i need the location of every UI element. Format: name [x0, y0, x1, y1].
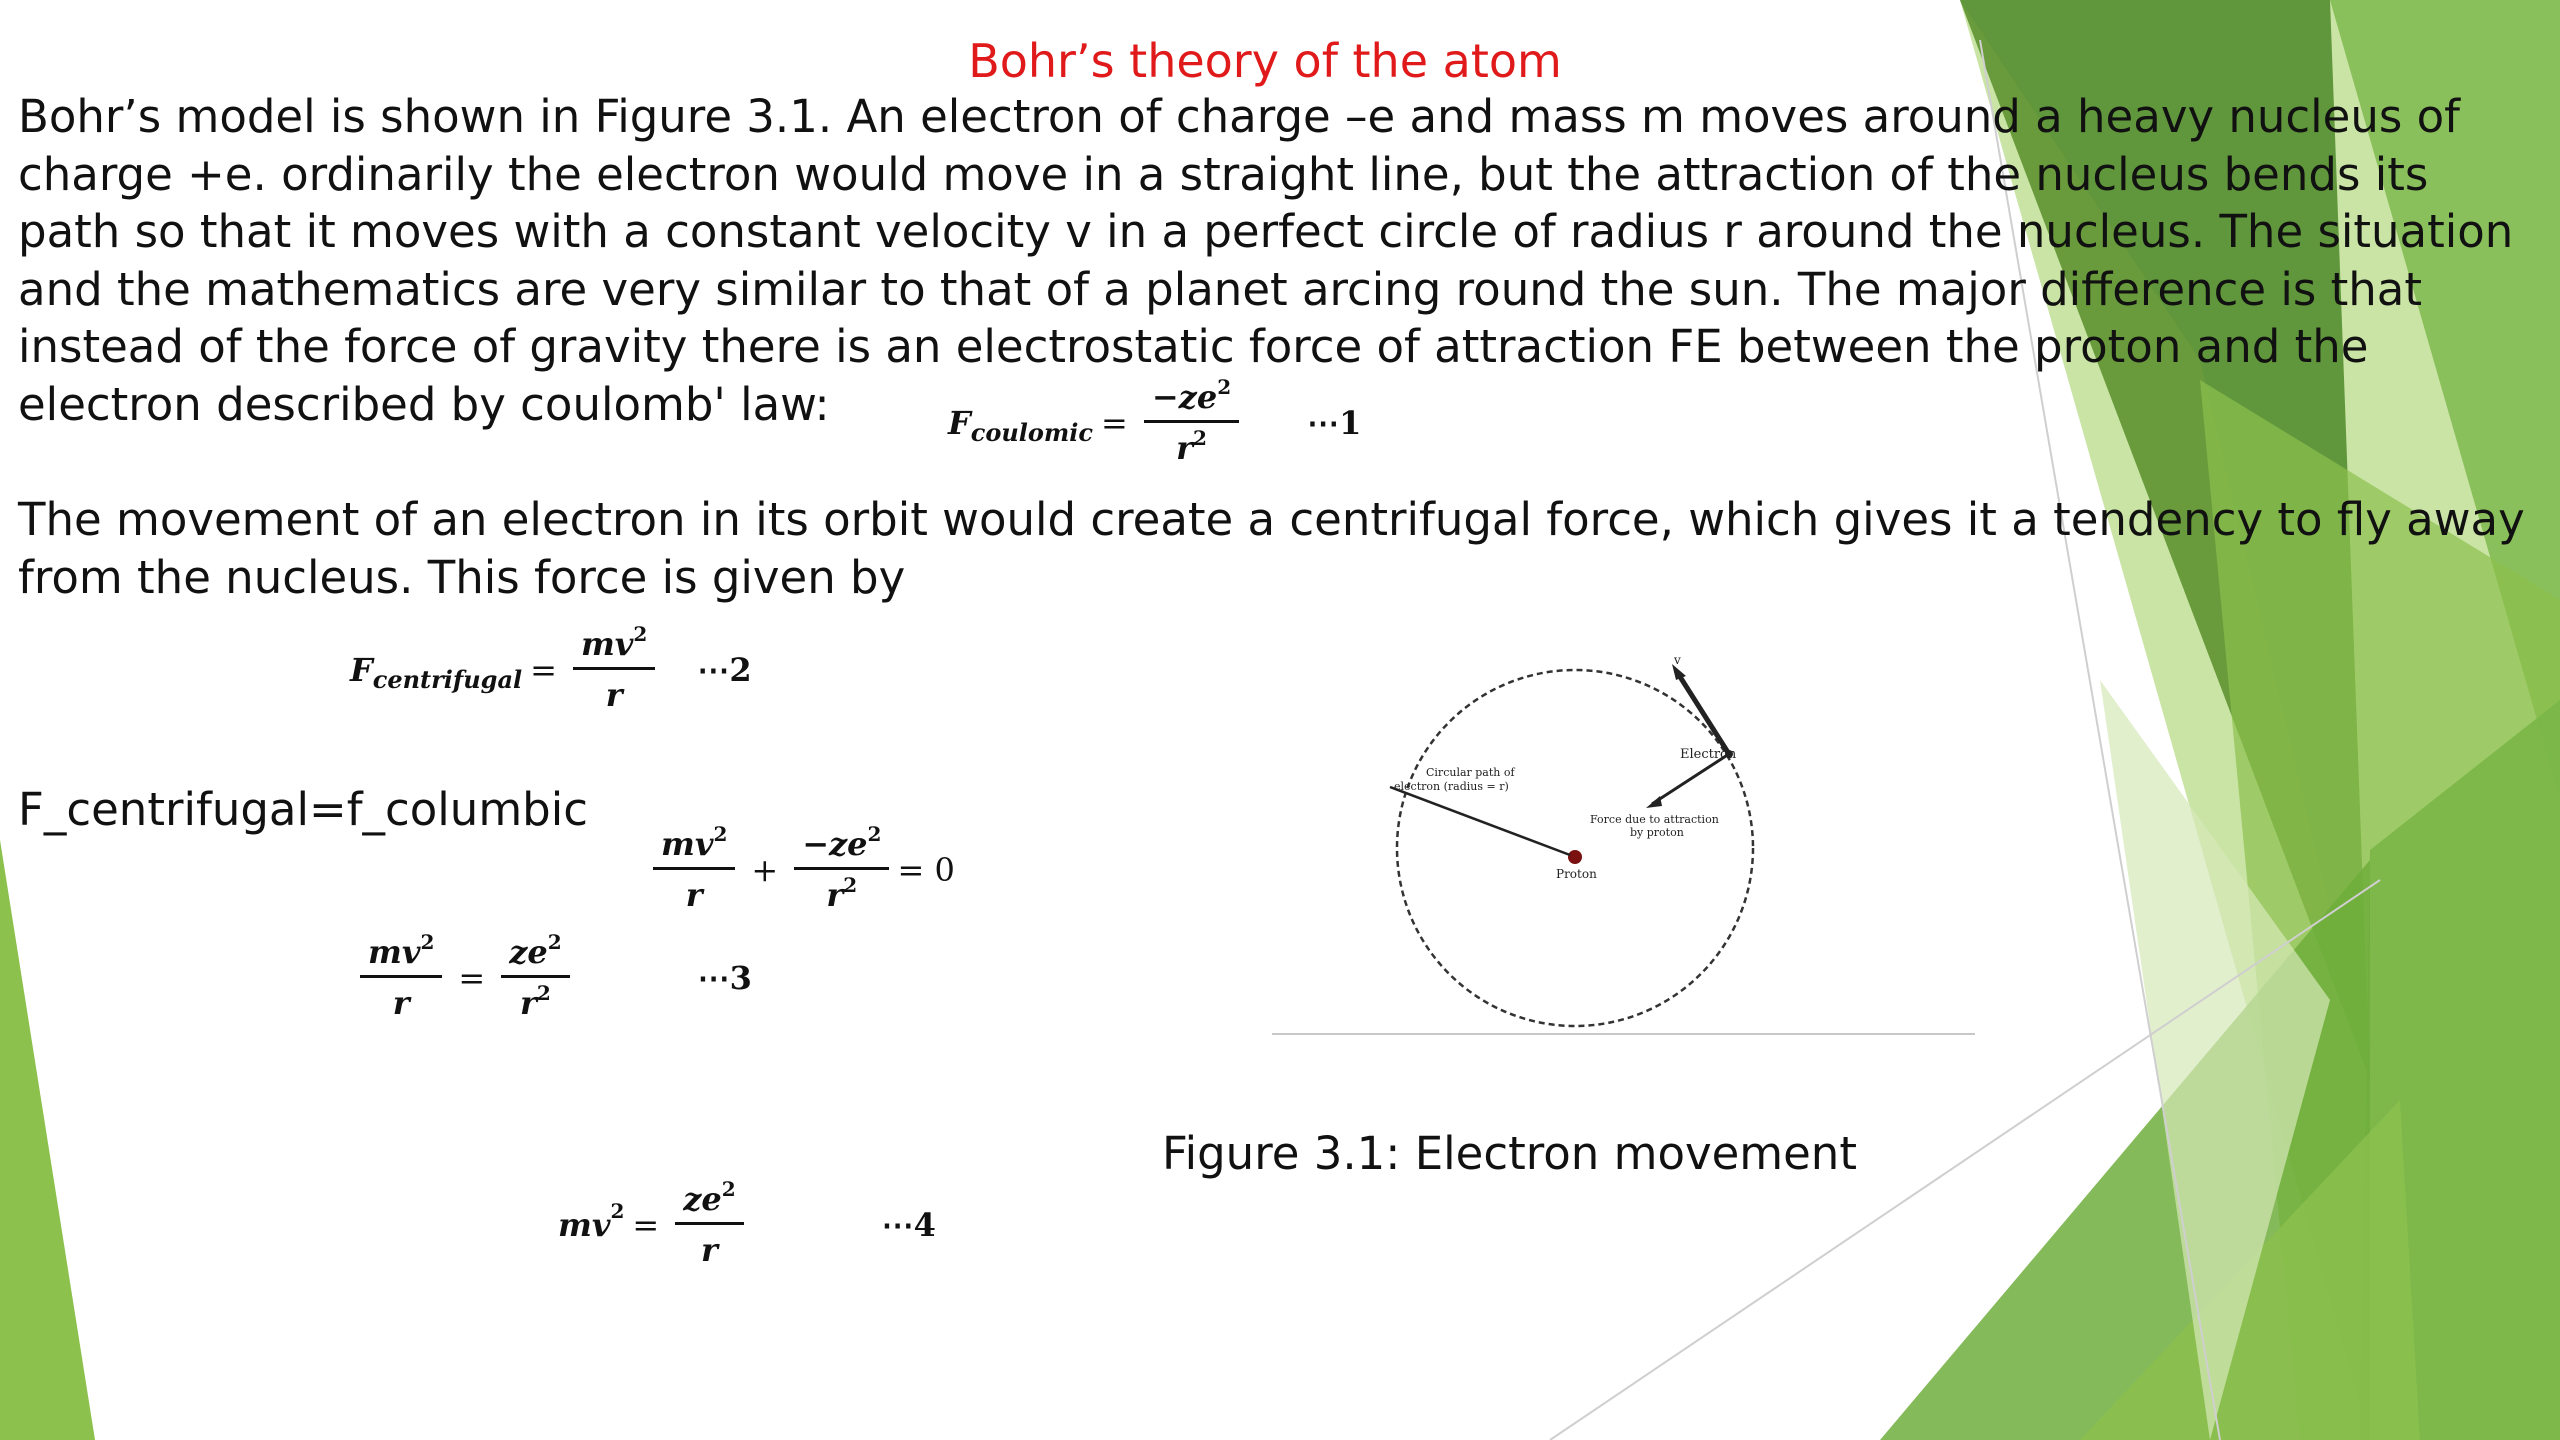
- eq1-fraction: $\frac{-ze^2}{r^2}$: [1144, 378, 1239, 467]
- eq4-lhs: mv: [558, 1205, 611, 1244]
- eq3-fraction-1: $\frac{mv^2}{r}$: [360, 933, 442, 1022]
- eq4-number: ⋯4: [881, 1205, 936, 1244]
- eq1-den: r: [1176, 429, 1193, 467]
- eq1-num: −ze: [1151, 378, 1218, 416]
- eq2-lhs: F: [350, 650, 373, 689]
- force-label: Force due to attraction by proton: [1590, 813, 1719, 839]
- eq3-fraction-2: $\frac{ze^2}{r^2}$: [501, 933, 569, 1022]
- eq1-lhs-sub: coulomic: [970, 418, 1094, 447]
- electron-orbit-figure: [1380, 650, 1760, 1030]
- intro-paragraph: Bohr’s model is shown in Figure 3.1. An electron of charge –e and mass m moves around a heavy nucleus of charge +e. ordinarily the electron would move in a straight line, but the attraction of the nucleus bends its path so that it moves with a constant velocity v in a perfect circle of radius r around the nucleus. The situation and the mathematics are very similar to that of a planet arcing round the sun. The major difference is that instead of the force of gravity there is an electrostatic force of attraction FE between the proton and the electron described by coulomb' law:: [18, 90, 2514, 431]
- equation-sum: $\frac{mv^2}{r}$ + $\frac{-ze^2}{r^2}$ = 0: [645, 825, 955, 914]
- eq2-fraction: $\frac{mv^2}{r}$: [573, 625, 655, 714]
- eq2-lhs-sub: centrifugal: [372, 665, 523, 694]
- eq1-number: ⋯1: [1307, 403, 1362, 442]
- eq2-num: mv: [580, 625, 634, 663]
- equation-3: $\frac{mv^2}{r}$ = $\frac{ze^2}{r^2}$ ⋯3: [352, 933, 752, 1022]
- equation-coulomb: F coulomic = $\frac{-ze^2}{r^2}$ ⋯1: [948, 375, 1362, 467]
- electron-label: Electron: [1680, 747, 1737, 762]
- eq4-fraction: $\frac{ze^2}{r}$: [675, 1180, 743, 1269]
- figure-divider: [1272, 1033, 1975, 1035]
- radius-line: [1390, 787, 1570, 855]
- eq1-lhs: F: [948, 403, 971, 442]
- eq2-number: ⋯2: [697, 650, 752, 689]
- sum-fraction-2: $\frac{-ze^2}{r^2}$: [794, 825, 889, 914]
- eq2-den: r: [605, 676, 623, 714]
- figure-caption: Figure 3.1: Electron movement: [1162, 1127, 1857, 1180]
- slide-title: Bohr’s theory of the atom: [968, 34, 1562, 88]
- equation-4: mv 2 = $\frac{ze^2}{r}$ ⋯4: [558, 1177, 936, 1269]
- proton-label: Proton: [1556, 867, 1597, 881]
- velocity-arrow: [1677, 672, 1729, 754]
- centrifugal-paragraph: The movement of an electron in its orbit would create a centrifugal force, which gives it a tendency to fly away from the nucleus. This force is given by: [18, 493, 2525, 604]
- orbit-circle: [1397, 670, 1753, 1026]
- sum-rhs: = 0: [897, 850, 955, 889]
- equation-centrifugal: F centrifugal = $\frac{mv^2}{r}$ ⋯2: [350, 622, 752, 714]
- path-label: Circular path of electron (radius = r): [1394, 766, 1515, 793]
- force-relation: F_centrifugal=f_columbic: [18, 783, 588, 836]
- proton-dot: [1568, 850, 1582, 864]
- eq3-number: ⋯3: [697, 958, 752, 997]
- sum-fraction-1: $\frac{mv^2}{r}$: [653, 825, 735, 914]
- velocity-label: v: [1674, 653, 1681, 667]
